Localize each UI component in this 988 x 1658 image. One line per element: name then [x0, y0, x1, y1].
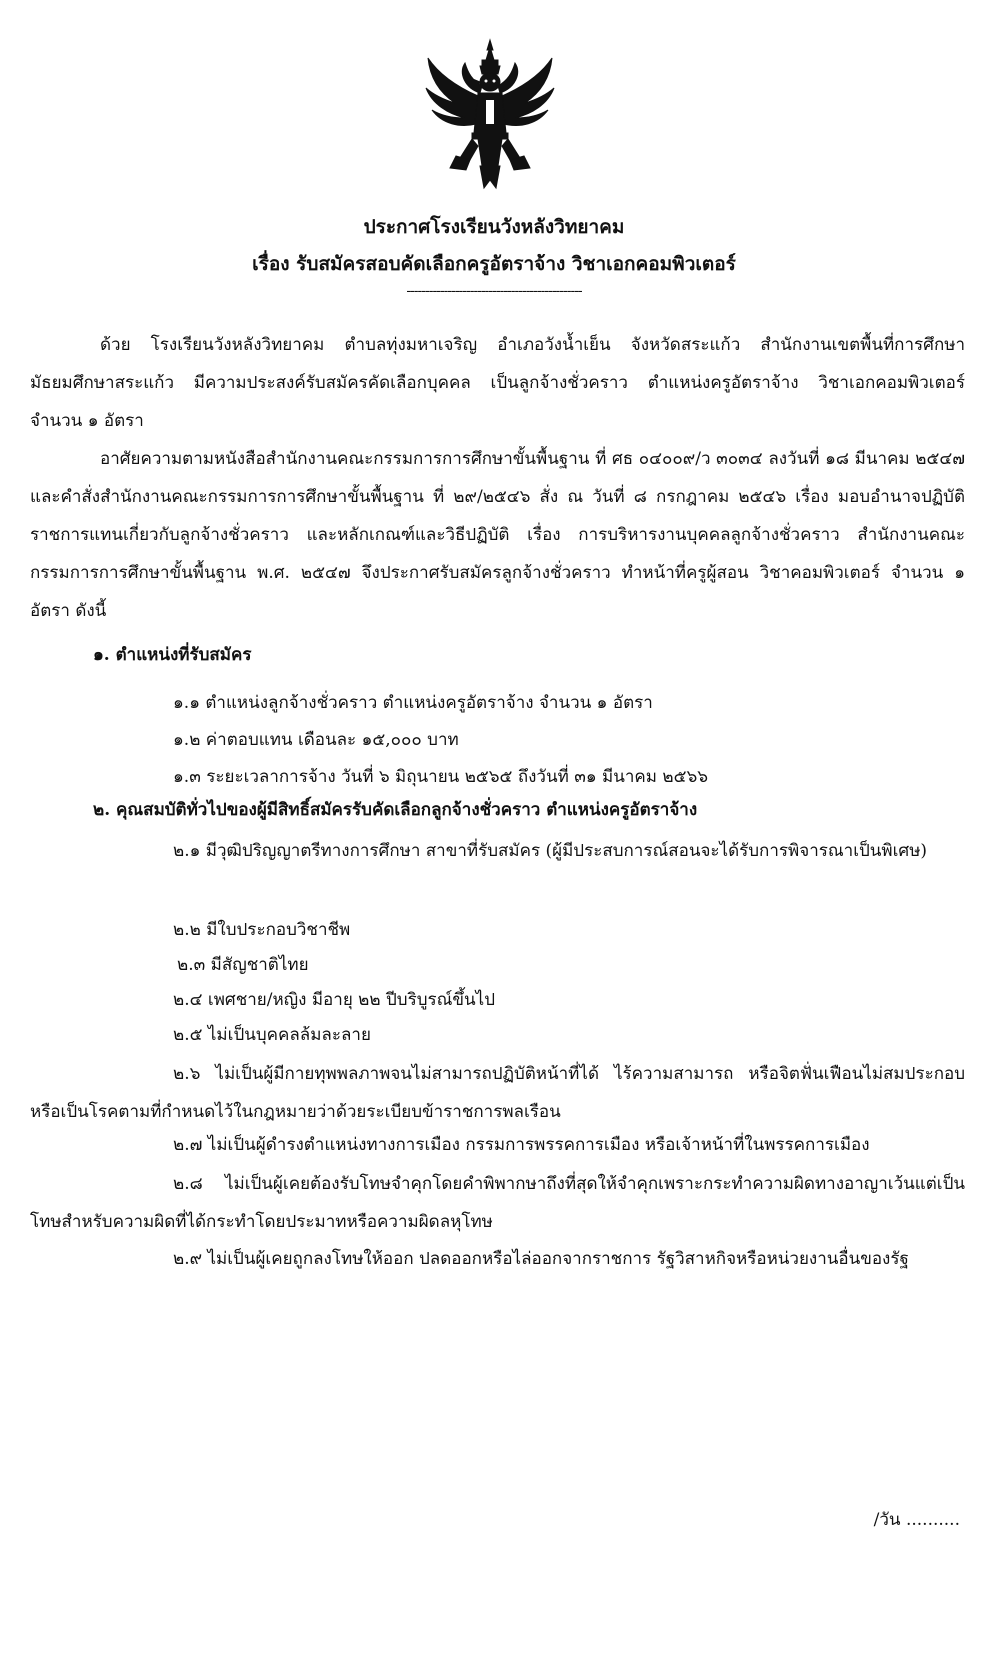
intro-paragraph-2: อาศัยความตามหนังสือสำนักงานคณะกรรมการการศึกษาขั้นพื้นฐาน ที่ ศธ ๐๔๐๐๙/ว ๓๐๓๔ ลงวันที่ ๑๘ มีนาคม ๒๕๔๗ และคำสั่งสำนักงานคณะกรรมการการศึกษาขั้นพื้นฐาน ที่ ๒๙/๒๕๔๖ สั่ง ณ วันที่ ๘ กรกฎาคม ๒๕๔๖ เรื่อง มอบอำนาจปฏิบัติราชการแทนเกี่ยวกับลูกจ้างชั่วคราว และหลักเกณฑ์และวิธีปฏิบัติ เรื่อง การบริหารงานบุคคลลูกจ้างชั่วคราว สำนักงานคณะกรรมการการศึกษาขั้นพื้นฐาน พ.ศ. ๒๕๔๗ จึงประกาศรับสมัครลูกจ้างชั่วคราว ทำหน้าที่ครูผู้สอน วิชาคอมพิวเตอร์ จำนวน ๑ อัตรา ดังนี้	[30, 449, 965, 621]
section-2-item: ๒.๔ เพศชาย/หญิง มีอายุ ๒๒ ปีบริบูรณ์ขึ้นไป	[173, 990, 495, 1010]
page-continued-marker: /วัน ..........	[873, 1510, 960, 1530]
section-1-heading: ๑. ตำแหน่งที่รับสมัคร	[93, 645, 252, 665]
section-2-item: ๒.๙ ไม่เป็นผู้เคยถูกลงโทษให้ออก ปลดออกหรือไล่ออกจากราชการ รัฐวิสาหกิจหรือหน่วยงานอื่นของรัฐ	[173, 1249, 909, 1269]
section-2-item: ๒.๓ มีสัญชาติไทย	[177, 955, 309, 975]
section-1-item: ๑.๓ ระยะเวลาการจ้าง วันที่ ๖ มิถุนายน ๒๕๖๕ ถึงวันที่ ๓๑ มีนาคม ๒๕๖๖	[173, 767, 709, 787]
section-2-item: ๒.๒ มีใบประกอบวิชาชีพ	[173, 920, 351, 940]
section-2-item: ๒.๘ ไม่เป็นผู้เคยต้องรับโทษจำคุกโดยคำพิพากษาถึงที่สุดให้จำคุกเพราะกระทำความผิดทางอาญาเว้นแต่เป็นโทษสำหรับความผิดที่ได้กระทำโดยประมาทหรือความผิดลหุโทษ	[30, 1174, 965, 1232]
announcement-subject: เรื่อง รับสมัครสอบคัดเลือกครูอัตราจ้าง วิชาเอกคอมพิวเตอร์	[252, 253, 736, 275]
announcement-title: ประกาศโรงเรียนวังหลังวิทยาคม	[363, 216, 625, 238]
section-1-item: ๑.๒ ค่าตอบแทน เดือนละ ๑๕,๐๐๐ บาท	[173, 730, 459, 750]
title-divider: -----------------------------------------------	[406, 283, 582, 299]
section-2-item: ๒.๕ ไม่เป็นบุคคลล้มละลาย	[173, 1025, 371, 1045]
section-2-item: ๒.๗ ไม่เป็นผู้ดำรงตำแหน่งทางการเมือง กรรมการพรรคการเมือง หรือเจ้าหน้าที่ในพรรคการเมือง	[173, 1135, 870, 1155]
section-2-item: ๒.๖ ไม่เป็นผู้มีกายทุพพลภาพจนไม่สามารถปฏิบัติหน้าที่ได้ ไร้ความสามารถ หรือจิตฟั่นเฟือนไม่สมประกอบ หรือเป็นโรคตามที่กำหนดไว้ในกฎหมายว่าด้วยระเบียบข้าราชการพลเรือน	[30, 1064, 965, 1122]
intro-paragraph-1: ด้วย โรงเรียนวังหลังวิทยาคม ตำบลทุ่งมหาเจริญ อำเภอวังน้ำเย็น จังหวัดสระแก้ว สำนักงานเขตพื้นที่การศึกษามัธยมศึกษาสระแก้ว มีความประสงค์รับสมัครคัดเลือกบุคคล เป็นลูกจ้างชั่วคราว ตำแหน่งครูอัตราจ้าง วิชาเอกคอมพิวเตอร์ จำนวน ๑ อัตรา	[30, 335, 965, 431]
garuda-emblem-icon	[420, 38, 560, 193]
section-2-item: ๒.๑ มีวุฒิปริญญาตรีทางการศึกษา สาขาที่รับสมัคร (ผู้มีประสบการณ์สอนจะได้รับการพิจารณาเป็นพิเศษ)	[173, 841, 928, 861]
section-2-heading: ๒. คุณสมบัติทั่วไปของผู้มีสิทธิ์สมัครรับคัดเลือกลูกจ้างชั่วคราว ตำแหน่งครูอัตราจ้าง	[93, 800, 698, 820]
section-1-item: ๑.๑ ตำแหน่งลูกจ้างชั่วคราว ตำแหน่งครูอัตราจ้าง จำนวน ๑ อัตรา	[173, 693, 653, 713]
